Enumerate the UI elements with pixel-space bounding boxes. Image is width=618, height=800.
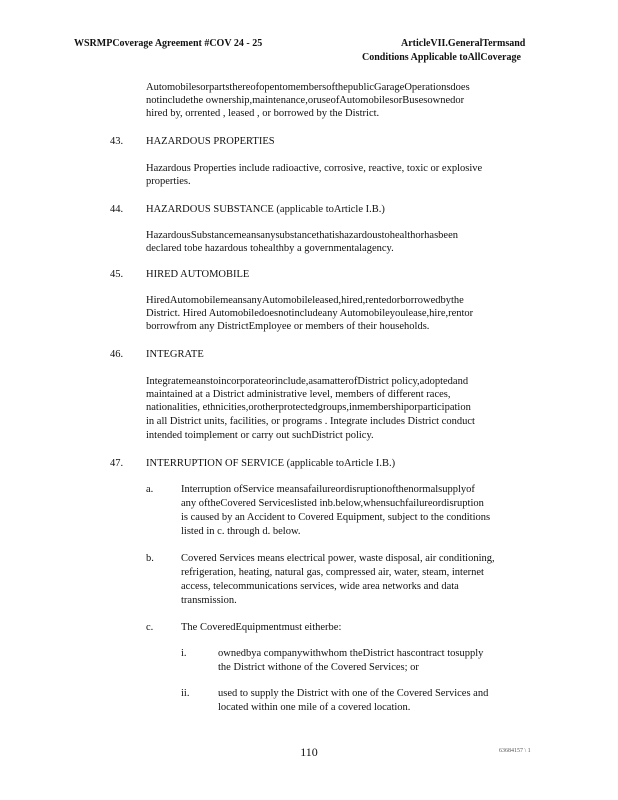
item-line: access, telecommunications services, wide area networks and data [181,581,459,592]
item-line: any oftheCovered Serviceslisted inb.below,whensuchfailureordisruption [181,498,484,509]
item-line: transmission. [181,595,237,606]
header-right-line2: Conditions Applicable toAllCoverage [362,52,521,63]
section-body-line: nationalities, ethnicities,orotherprotectedgroups,inmembershiporparticipation [146,402,471,413]
subitem-line: ownedbya companywithwhom theDistrict hascontract tosupply [218,648,484,659]
section-body-line: intended toimplement or carry out suchDistrict policy. [146,430,374,441]
section-number: 47. [110,458,124,469]
header-left: WSRMPCoverage Agreement #COV 24 - 25 [74,38,263,49]
subitem-label: i. [181,648,187,659]
subitem-line: located within one mile of a covered location. [218,702,411,713]
section-body-line: Hazardous Properties include radioactive, corrosive, reactive, toxic or explosive [146,163,483,174]
section-body-line: maintained at a District administrative level, members of different races, [146,389,451,400]
section-body-line: District. Hired Automobiledoesnotincludeany Automobileyoulease,hire,rentor [146,308,474,319]
section-heading: HAZARDOUS SUBSTANCE (applicable toArticle I.B.) [146,204,385,215]
item-line: Interruption ofService meansafailureordisruptionofthenormalsupplyof [181,484,475,495]
intro-line: AutomobilesorpartsthereofopentomembersofthepublicGarageOperationsdoes [146,82,470,93]
intro-line: hired by, orrented , leased , or borrowed by the District. [146,108,380,119]
subitem-label: ii. [181,688,190,699]
item-label: c. [146,622,154,633]
section-body-line: HazardousSubstancemeansanysubstancethatishazardoustohealthorhasbeen [146,230,458,241]
section-body-line: in all District units, facilities, or programs . Integrate includes District conduct [146,416,475,427]
item-line: listed in c. through d. below. [181,526,301,537]
section-number: 43. [110,136,124,147]
subitem-line: the District withone of the Covered Services; or [218,662,419,673]
section-body-line: HiredAutomobilemeansanyAutomobileleased,hired,rentedorborrowedbythe [146,295,464,306]
intro-line: notincludethe ownership,maintenance,oruseofAutomobilesorBusesownedor [146,95,465,106]
section-body-line: declared tobe hazardous tohealthby a governmentalagency. [146,243,394,254]
subitem-line: used to supply the District with one of the Covered Services and [218,688,489,699]
section-number: 44. [110,204,124,215]
item-line: is caused by an Accident to Covered Equipment, subject to the conditions [181,512,491,523]
section-number: 46. [110,349,124,360]
page-number: 110 [300,745,318,759]
footer-code: 63684157 \ 1 [499,748,531,754]
header-right-line1: ArticleVII.GeneralTermsand [401,38,526,49]
section-heading: HAZARDOUS PROPERTIES [146,136,275,147]
item-line: Covered Services means electrical power, waste disposal, air conditioning, [181,553,495,564]
section-heading: HIRED AUTOMOBILE [146,269,250,280]
section-heading: INTERRUPTION OF SERVICE (applicable toArticle I.B.) [146,458,396,469]
section-number: 45. [110,269,124,280]
item-label: a. [146,484,154,495]
section-body-line: borrowfrom any DistrictEmployee or members of their households. [146,321,430,332]
section-body-line: properties. [146,176,191,187]
item-line: refrigeration, heating, natural gas, compressed air, water, steam, internet [181,567,484,578]
item-line: The CoveredEquipmentmust eitherbe: [181,622,342,633]
section-heading: INTEGRATE [146,349,204,360]
item-label: b. [146,553,154,564]
section-body-line: Integratemeanstoincorporateorinclude,asamatterofDistrict policy,adoptedand [146,376,469,387]
